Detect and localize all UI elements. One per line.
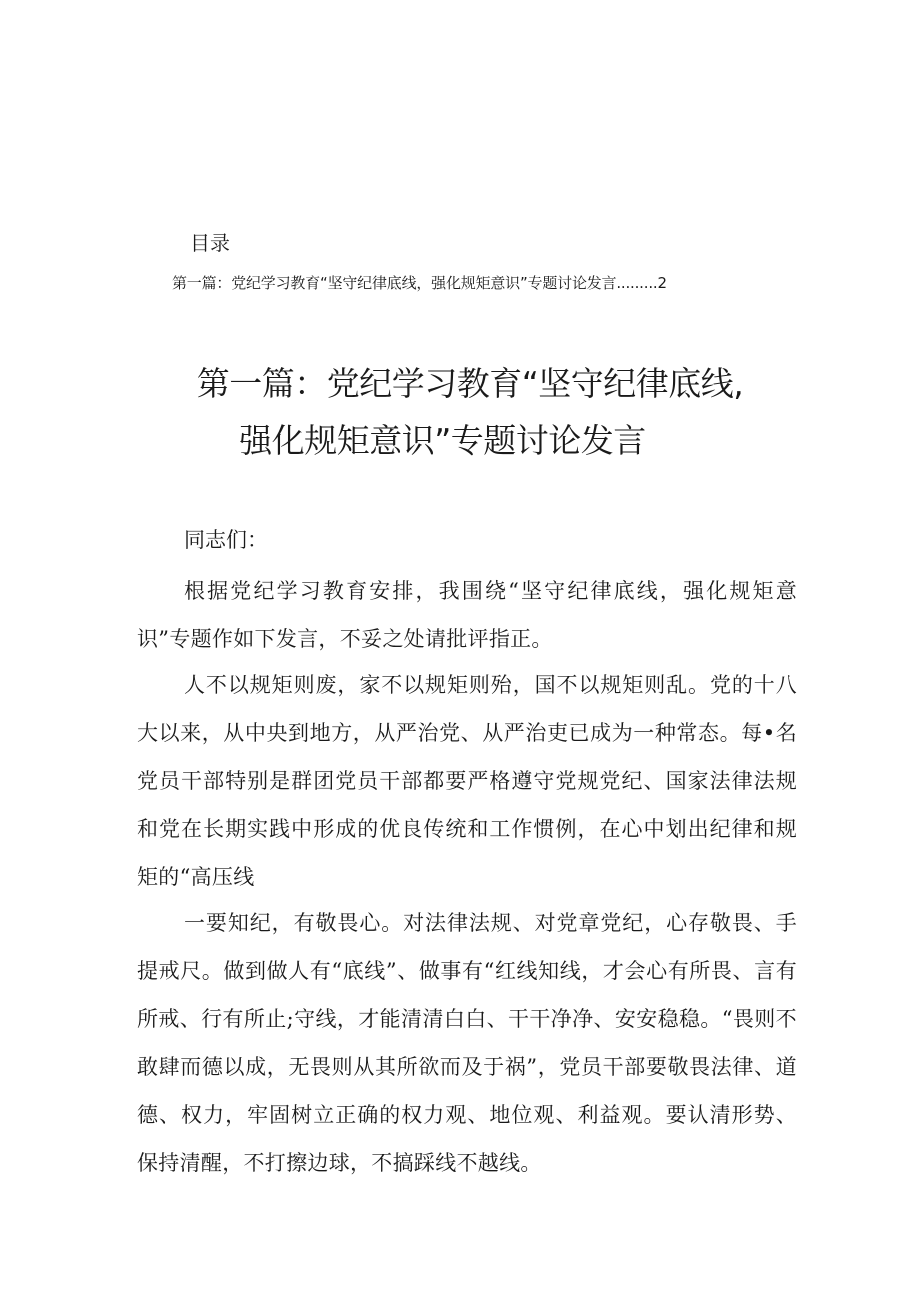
body-paragraph: 一要知纪，有敬畏心。对法律法规、对党章党纪，心存敬畏、手提戒尺。做到做人有“底线”、做事有“红线知线，才会心有所畏、言有所戒、行有所止;守线，才能清清白白、干干净净、安安稳稳。“畏则不敢肆而德以成，无畏则从其所欲而及于祸”，党员干部要敬畏法律、道德、权力，牢固树立正确的权力观、地位观、利益观。要认清形势、保持清醒，不打擦边球，不搞踩线不越线。 (137, 911, 797, 1175)
body-paragraph: 根据党纪学习教育安排，我围绕“坚守纪律底线，强化规矩意识”专题作如下发言，不妥之处请批评指正。 (137, 579, 797, 651)
toc-entry[interactable]: 第一篇：党纪学习教育“坚守纪律底线，强化规矩意识”专题讨论发言.........2 (172, 274, 667, 292)
body-paragraph-2-block (137, 661, 797, 901)
body-paragraph: 人不以规矩则废，家不以规矩则殆，国不以规矩则乱。党的十八大以来，从中央到地方，从严治党、从严治吏已成为一种常态。每•名党员干部特别是群团党员干部都要严格遵守党规党纪、国家法律法规和党在长期实践中形成的优良传统和工作惯例，在心中划出纪律和规矩的“高压线 (137, 673, 797, 889)
body-paragraph-3-block (137, 899, 797, 1187)
document-title-line-1: 第一篇：党纪学习教育“坚守纪律底线, (196, 364, 744, 403)
toc-heading: 目录 (190, 231, 230, 255)
body-paragraph-1-block (137, 567, 797, 663)
salutation: 同志们： (184, 528, 268, 552)
document-title-line-2: 强化规矩意识”专题讨论发言 (239, 421, 646, 460)
